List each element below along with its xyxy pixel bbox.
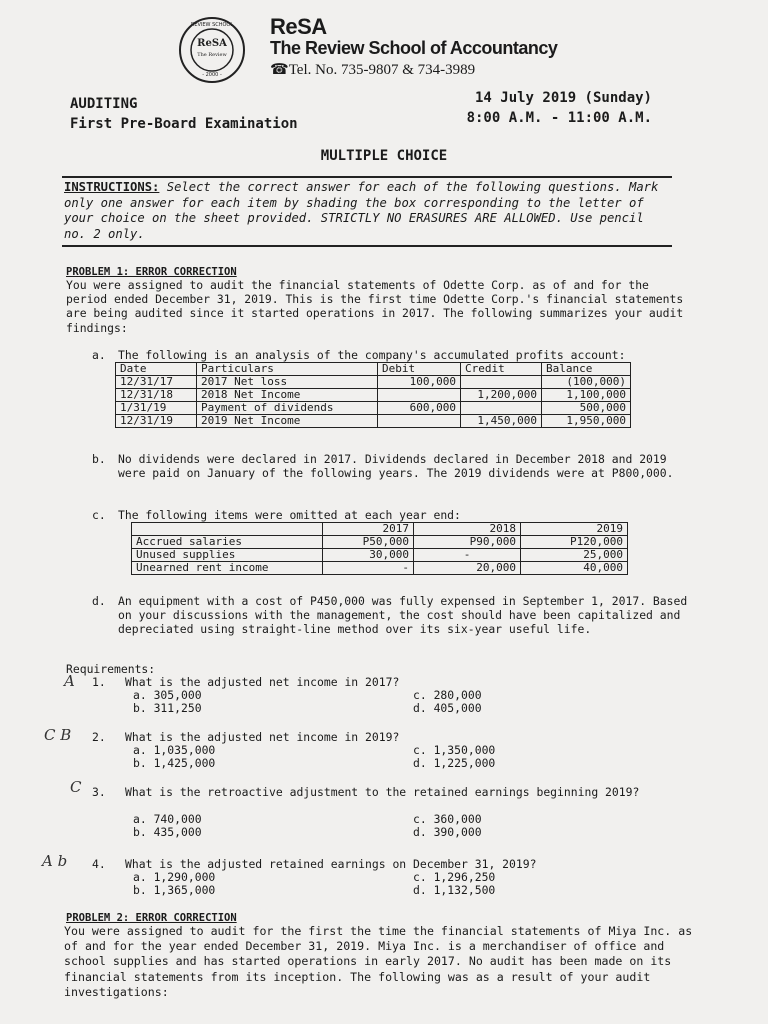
omit-cell: Unearned rent income (132, 562, 323, 575)
choice-b: b. 1,425,000 (133, 756, 216, 770)
question-text: What is the retroactive adjustment to the retained earnings beginning 2019? (125, 785, 640, 799)
instructions-box (62, 176, 672, 247)
exam-date-block (430, 88, 652, 128)
choice-b: b. 1,365,000 (133, 883, 216, 897)
choice-a: a. 305,000 (133, 688, 202, 702)
instructions-label: INSTRUCTIONS: (64, 180, 160, 194)
question-number: 1. (92, 675, 106, 689)
omit-header: 2018 (414, 523, 521, 536)
choice-d: d. 405,000 (413, 701, 482, 715)
omit-cell: 30,000 (323, 549, 414, 562)
handwritten-mark: A b (42, 852, 68, 870)
ledger-header-row (116, 363, 631, 376)
exam-subject: AUDITING (70, 96, 138, 112)
ledger-cell: 1,950,000 (542, 415, 631, 428)
ledger-cell (378, 415, 461, 428)
omit-header: 2019 (521, 523, 628, 536)
exam-title: First Pre-Board Examination (70, 116, 298, 132)
problem1-intro: You were assigned to audit the financial statements of Odette Corp. as of and for the period ended December 31, 2019. This is the first time Odette Corp.'s financial statements are being audited since it started operations in 2017. The following summarizes your audit findings: (66, 278, 684, 335)
svg-text:The Review: The Review (197, 52, 227, 58)
exam-date: 14 July 2019 (Sunday) (474, 90, 652, 106)
omit-cell: Unused supplies (132, 549, 323, 562)
ledger-cell: 12/31/17 (116, 376, 197, 389)
ledger-row (116, 415, 631, 428)
item-b-label: b. (92, 452, 106, 466)
ledger-cell: 1,450,000 (461, 415, 542, 428)
ledger-cell: 500,000 (542, 402, 631, 415)
ledger-cell: 2019 Net Income (197, 415, 378, 428)
omit-cell: P50,000 (323, 536, 414, 549)
omitted-items-table (131, 522, 628, 575)
ledger-header: Date (116, 363, 197, 376)
problem1-heading: PROBLEM 1: ERROR CORRECTION (66, 266, 237, 278)
item-d-text: An equipment with a cost of P450,000 was fully expensed in September 1, 2017. Based on your discussions with the management, the cost should have been capitalized and depreciated using straight-line method over its six-year useful life. (118, 594, 688, 637)
question-text: What is the adjusted retained earnings on December 31, 2019? (125, 857, 537, 871)
instructions-text: Select the correct answer for each of the following questions. Mark only one answer for each item by shading the box corresponding to the letter of your choice on the sheet provided. STRICTLY NO ERASURES ARE ALLOWED. Use pencil no. 2 only. (64, 180, 659, 241)
ledger-header: Debit (378, 363, 461, 376)
svg-text:ReSA: ReSA (197, 38, 227, 49)
choice-c: c. 1,296,250 (413, 870, 496, 884)
choice-a: a. 1,290,000 (133, 870, 216, 884)
school-header (270, 14, 557, 79)
ledger-row (116, 402, 631, 415)
handwritten-mark: A (64, 672, 75, 690)
ledger-cell (378, 389, 461, 402)
omit-row (132, 562, 628, 575)
item-c-label: c. (92, 508, 106, 522)
question-number: 2. (92, 730, 106, 744)
omit-header (132, 523, 323, 536)
handwritten-mark: C B (44, 726, 72, 744)
ledger-cell: 1/31/19 (116, 402, 197, 415)
svg-text:REVIEW SCHOOL: REVIEW SCHOOL (190, 22, 234, 28)
ledger-header: Balance (542, 363, 631, 376)
omit-row (132, 536, 628, 549)
item-a-text: The following is an analysis of the company's accumulated profits account: (118, 348, 626, 362)
question-text: What is the adjusted net income in 2019? (125, 730, 400, 744)
handwritten-mark: C (70, 778, 82, 796)
ledger-cell: 1,100,000 (542, 389, 631, 402)
question-text: What is the adjusted net income in 2017? (125, 675, 400, 689)
school-telephone: ☎Tel. No. 735-9807 & 734-3989 (270, 62, 476, 78)
requirements-label: Requirements: (66, 662, 156, 676)
ledger-table (115, 362, 631, 428)
choice-d: d. 1,225,000 (413, 756, 496, 770)
omit-cell: - (323, 562, 414, 575)
choice-b: b. 435,000 (133, 825, 202, 839)
question-number: 4. (92, 857, 106, 871)
ledger-cell: 2017 Net loss (197, 376, 378, 389)
omit-cell: - (414, 549, 521, 562)
ledger-cell: 2018 Net Income (197, 389, 378, 402)
section-title: MULTIPLE CHOICE (320, 148, 448, 164)
omit-header: 2017 (323, 523, 414, 536)
ledger-cell: 12/31/18 (116, 389, 197, 402)
svg-text:- 2000 -: - 2000 - (202, 72, 222, 78)
omit-cell: 25,000 (521, 549, 628, 562)
ledger-row (116, 389, 631, 402)
problem2-heading: PROBLEM 2: ERROR CORRECTION (66, 912, 237, 924)
problem2-intro: You were assigned to audit for the first the time the financial statements of Miya Inc. as of and for the year ended December 31, 2019. Miya Inc. is a merchandiser of office and school supplies and has started operations in early 2017. No audit has been made on its financial statements from its inception. The following was as a result of your audit investigations: (64, 924, 693, 999)
item-d-label: d. (92, 594, 106, 608)
omit-cell: Accrued salaries (132, 536, 323, 549)
choice-c: c. 360,000 (413, 812, 482, 826)
choice-d: d. 1,132,500 (413, 883, 496, 897)
choice-a: a. 740,000 (133, 812, 202, 826)
ledger-header: Particulars (197, 363, 378, 376)
ledger-row (116, 376, 631, 389)
exam-time: 8:00 A.M. - 11:00 A.M. (466, 110, 652, 126)
resa-logo (170, 14, 254, 84)
omit-cell: P120,000 (521, 536, 628, 549)
phone-icon: ☎ (270, 62, 289, 78)
ledger-cell: (100,000) (542, 376, 631, 389)
omit-cell: 20,000 (414, 562, 521, 575)
item-c-text: The following items were omitted at each year end: (118, 508, 461, 522)
ledger-cell (461, 402, 542, 415)
omit-header-row (132, 523, 628, 536)
ledger-cell (461, 376, 542, 389)
ledger-cell: 100,000 (378, 376, 461, 389)
omit-cell: P90,000 (414, 536, 521, 549)
ledger-cell: 600,000 (378, 402, 461, 415)
item-a-label: a. (92, 348, 106, 362)
school-short-name: ReSA (270, 14, 327, 39)
exam-subject-block (70, 94, 298, 134)
omit-row (132, 549, 628, 562)
choice-d: d. 390,000 (413, 825, 482, 839)
ledger-header: Credit (461, 363, 542, 376)
choice-b: b. 311,250 (133, 701, 202, 715)
omit-cell: 40,000 (521, 562, 628, 575)
choice-a: a. 1,035,000 (133, 743, 216, 757)
choice-c: c. 280,000 (413, 688, 482, 702)
ledger-cell: 12/31/19 (116, 415, 197, 428)
question-number: 3. (92, 785, 106, 799)
choice-c: c. 1,350,000 (413, 743, 496, 757)
ledger-cell: Payment of dividends (197, 402, 378, 415)
school-full-name: The Review School of Accountancy (270, 38, 558, 58)
item-b-text: No dividends were declared in 2017. Dividends declared in December 2018 and 2019 were paid on January of the following years. The 2019 dividends were at P800,000. (118, 452, 674, 481)
ledger-cell: 1,200,000 (461, 389, 542, 402)
